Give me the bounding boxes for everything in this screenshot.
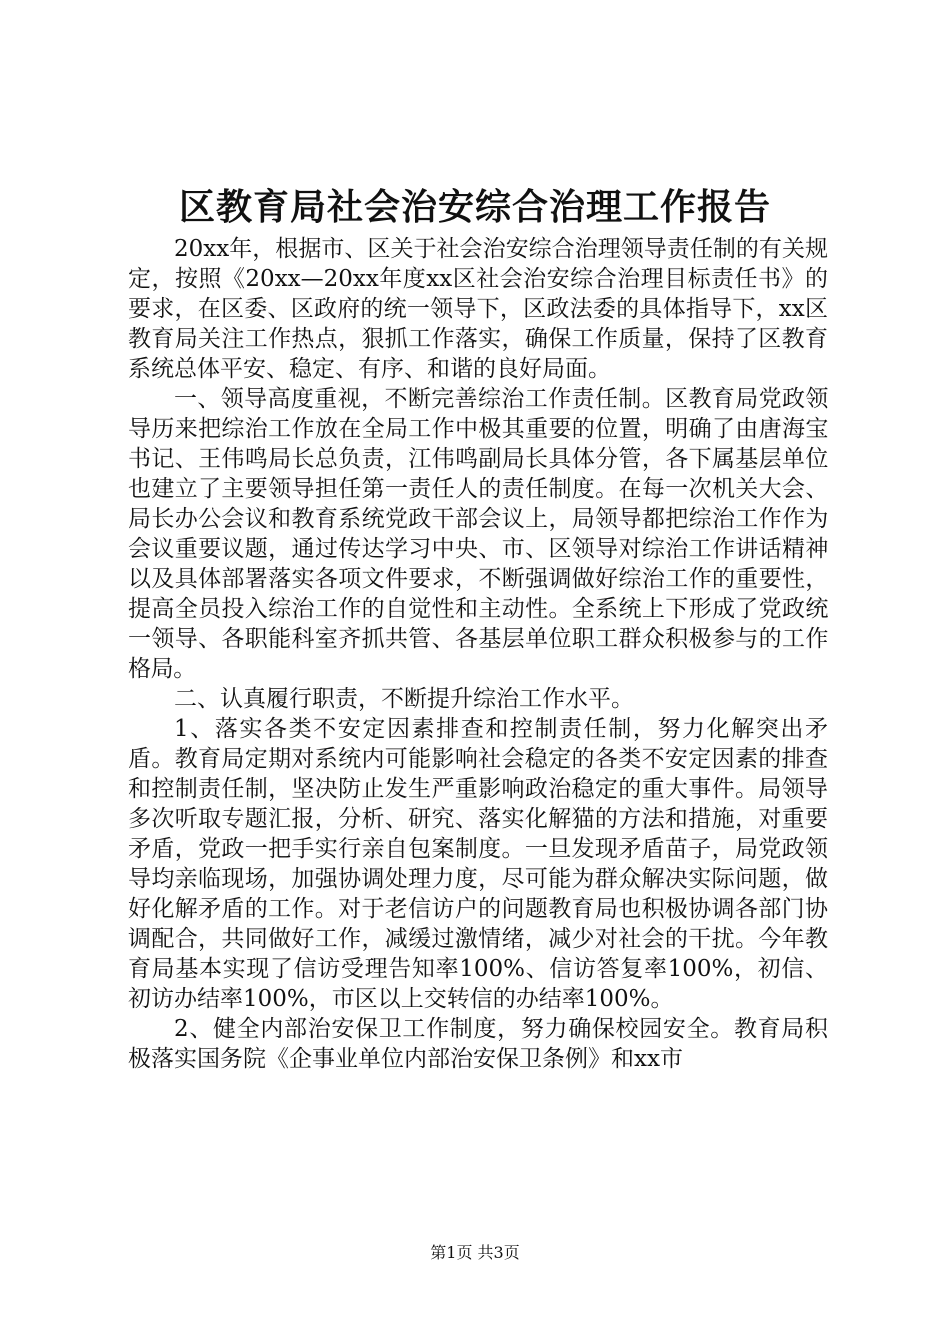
paragraph-section-two-heading: 二、认真履行职责，不断提升综治工作水平。 xyxy=(174,686,634,712)
page-footer: 第1页 共3页 xyxy=(430,1243,520,1262)
paragraph-section-one: 一、领导高度重视，不断完善综治工作责任制。区教育局党政领导历来把综治工作放在全局工作中极其重要的位置，明确了由唐海宝书记、王伟鸣局长总负责，江伟鸣副局长具体分管，各下属基层单位也建立了主要领导担任第一责任人的责任制度。在每一次机关大会、局长办公会议和教育系统党政干部会议上，局领导都把综治工作作为会议重要议题，通过传达学习中央、市、区领导对综治工作讲话精神以及具体部署落实各项文件要求，不断强调做好综治工作的重要性，提高全员投入综治工作的自觉性和主动性。全系统上下形成了党政统一领导、各职能科室齐抓共管、各基层单位职工群众积极参与的工作格局。 xyxy=(128,386,828,682)
document-body xyxy=(128,234,828,1074)
paragraph-item-two: 2、健全内部治安保卫工作制度，努力确保校园安全。教育局积极落实国务院《企事业单位内部治安保卫条例》和xx市 xyxy=(128,1016,828,1072)
paragraph-intro: 20xx年，根据市、区关于社会治安综合治理领导责任制的有关规定，按照《20xx—20xx年度xx区社会治安综合治理目标责任书》的要求，在区委、区政府的统一领导下，区政法委的具体指导下，xx区教育局关注工作热点，狠抓工作落实，确保工作质量，保持了区教育系统总体平安、稳定、有序、和谐的良好局面。 xyxy=(128,236,828,382)
document-title: 区教育局社会治安综合治理工作报告 xyxy=(178,186,771,228)
paragraph-item-one: 1、落实各类不安定因素排查和控制责任制，努力化解突出矛盾。教育局定期对系统内可能影响社会稳定的各类不安定因素的排查和控制责任制，坚决防止发生严重影响政治稳定的重大事件。局领导多次听取专题汇报，分析、研究、落实化解猫的方法和措施，对重要矛盾，党政一把手实行亲自包案制度。一旦发现矛盾苗子，局党政领导均亲临现场，加强协调处理力度，尽可能为群众解决实际问题，做好化解矛盾的工作。对于老信访户的问题教育局也积极协调各部门协调配合，共同做好工作，减缓过激情绪，减少对社会的干扰。今年教育局基本实现了信访受理告知率100%、信访答复率100%，初信、初访办结率100%，市区以上交转信的办结率100%。 xyxy=(128,716,828,1012)
